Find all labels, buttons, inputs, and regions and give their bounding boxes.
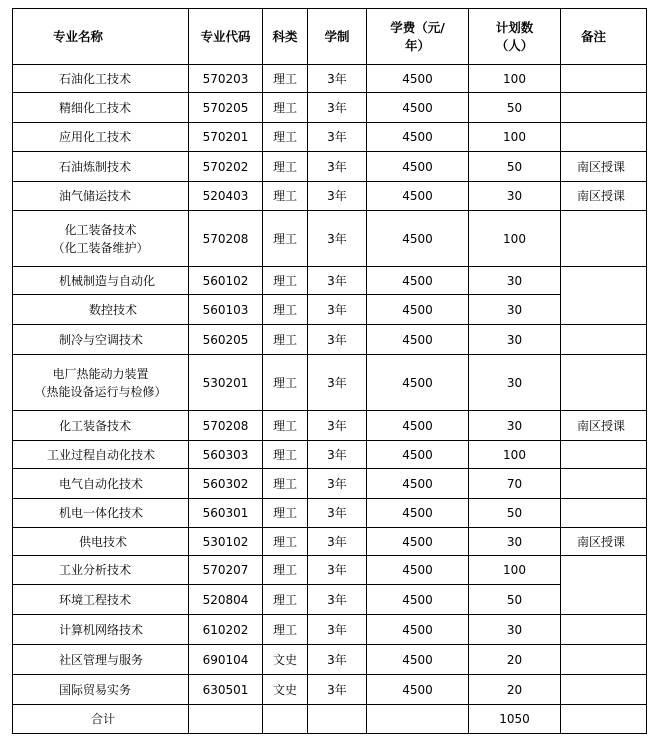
- major-name-line2: （热能设备运行与检修）: [34, 384, 167, 399]
- major-duration: 3年: [308, 211, 367, 267]
- header-major-code: 专业代码: [189, 9, 263, 65]
- major-category: 理工: [263, 615, 308, 645]
- major-category: 理工: [263, 65, 308, 93]
- total-tuition-empty: [367, 705, 469, 734]
- major-tuition: 4500: [367, 123, 469, 152]
- table-row: [13, 556, 647, 585]
- major-duration: 3年: [308, 65, 367, 93]
- major-remarks: [561, 499, 647, 528]
- header-tuition-line1: 学费（元/: [390, 19, 445, 35]
- major-name: 化工装备技术: [13, 411, 189, 441]
- major-tuition: 4500: [367, 211, 469, 267]
- major-code: 560301: [189, 499, 263, 528]
- major-code: 630501: [189, 675, 263, 705]
- major-duration: 3年: [308, 411, 367, 441]
- major-code: 570207: [189, 556, 263, 585]
- total-category-empty: [263, 705, 308, 734]
- header-plan-line1: 计划数: [495, 19, 534, 35]
- major-remarks: [561, 615, 647, 645]
- major-plan-count: 30: [469, 528, 561, 556]
- major-plan-count: 20: [469, 645, 561, 675]
- table-row: [13, 65, 647, 93]
- table-row: [13, 123, 647, 152]
- table-row: [13, 325, 647, 355]
- major-category: 理工: [263, 585, 308, 615]
- major-duration: 3年: [308, 528, 367, 556]
- major-plan-count: 100: [469, 123, 561, 152]
- major-duration: 3年: [308, 182, 367, 211]
- major-duration: 3年: [308, 469, 367, 499]
- header-tuition-line2: 年）: [404, 37, 430, 53]
- major-name: 应用化工技术: [13, 123, 189, 152]
- major-code: 520403: [189, 182, 263, 211]
- major-tuition: 4500: [367, 182, 469, 211]
- major-category: 理工: [263, 93, 308, 123]
- major-tuition: 4500: [367, 411, 469, 441]
- major-remarks: 南区授课: [561, 411, 647, 441]
- table-row: [13, 295, 647, 325]
- major-duration: 3年: [308, 93, 367, 123]
- major-plan-count: 30: [469, 267, 561, 295]
- major-category: 理工: [263, 211, 308, 267]
- major-remarks: [561, 93, 647, 123]
- table-row: [13, 528, 647, 556]
- major-remarks: [561, 211, 647, 267]
- major-code: 530102: [189, 528, 263, 556]
- major-code: 560302: [189, 469, 263, 499]
- total-label: 合计: [13, 705, 189, 734]
- major-name: [13, 211, 189, 267]
- major-name: [13, 355, 189, 411]
- major-tuition: 4500: [367, 355, 469, 411]
- major-tuition: 4500: [367, 325, 469, 355]
- major-plan-count: 50: [469, 93, 561, 123]
- table-row: [13, 585, 647, 615]
- major-code: 570208: [189, 411, 263, 441]
- major-tuition: 4500: [367, 585, 469, 615]
- major-name: 供电技术: [13, 528, 189, 556]
- major-name: 油气储运技术: [13, 182, 189, 211]
- major-category: 文史: [263, 645, 308, 675]
- major-name: 计算机网络技术: [13, 615, 189, 645]
- major-tuition: 4500: [367, 152, 469, 182]
- major-name: 机电一体化技术: [13, 499, 189, 528]
- major-category: 理工: [263, 295, 308, 325]
- major-name: 国际贸易实务: [13, 675, 189, 705]
- major-code: 520804: [189, 585, 263, 615]
- major-tuition: 4500: [367, 65, 469, 93]
- major-name-line1: 化工装备技术: [64, 222, 137, 237]
- major-tuition: 4500: [367, 528, 469, 556]
- total-remarks-empty: [561, 705, 647, 734]
- total-row: [13, 705, 647, 734]
- table-row: [13, 93, 647, 123]
- major-duration: 3年: [308, 556, 367, 585]
- major-plan-count: 30: [469, 182, 561, 211]
- major-duration: 3年: [308, 645, 367, 675]
- major-name: 机械制造与自动化: [13, 267, 189, 295]
- major-name-line2: （化工装备维护）: [52, 240, 149, 255]
- major-code: 570205: [189, 93, 263, 123]
- major-code: 570208: [189, 211, 263, 267]
- major-remarks: 南区授课: [561, 182, 647, 211]
- major-duration: 3年: [308, 675, 367, 705]
- table-row: [13, 411, 647, 441]
- header-category: 科类: [263, 9, 308, 65]
- table-row: [13, 499, 647, 528]
- major-duration: 3年: [308, 295, 367, 325]
- header-major-name: 专业名称: [13, 9, 189, 65]
- table-row: [13, 469, 647, 499]
- major-code: 570202: [189, 152, 263, 182]
- major-tuition: 4500: [367, 556, 469, 585]
- major-duration: 3年: [308, 355, 367, 411]
- major-remarks: [561, 556, 647, 615]
- major-tuition: 4500: [367, 675, 469, 705]
- major-plan-count: 30: [469, 411, 561, 441]
- major-category: 理工: [263, 528, 308, 556]
- major-category: 理工: [263, 267, 308, 295]
- table-row: [13, 267, 647, 295]
- major-category: 理工: [263, 152, 308, 182]
- major-tuition: 4500: [367, 645, 469, 675]
- major-remarks: [561, 267, 647, 325]
- major-category: 理工: [263, 411, 308, 441]
- major-category: 理工: [263, 499, 308, 528]
- major-duration: 3年: [308, 325, 367, 355]
- major-remarks: [561, 441, 647, 469]
- major-remarks: [561, 65, 647, 93]
- major-code: 560103: [189, 295, 263, 325]
- major-name: 电气自动化技术: [13, 469, 189, 499]
- major-remarks: [561, 469, 647, 499]
- major-duration: 3年: [308, 267, 367, 295]
- major-name: 工业分析技术: [13, 556, 189, 585]
- major-plan-count: 30: [469, 295, 561, 325]
- major-tuition: 4500: [367, 615, 469, 645]
- major-code: 610202: [189, 615, 263, 645]
- table-row: [13, 645, 647, 675]
- table-row: [13, 211, 647, 267]
- major-plan-count: 100: [469, 556, 561, 585]
- major-name: 环境工程技术: [13, 585, 189, 615]
- major-remarks: [561, 355, 647, 411]
- major-duration: 3年: [308, 441, 367, 469]
- major-category: 理工: [263, 469, 308, 499]
- major-plan-count: 50: [469, 152, 561, 182]
- total-duration-empty: [308, 705, 367, 734]
- major-category: 理工: [263, 556, 308, 585]
- major-plan-count: 30: [469, 355, 561, 411]
- major-category: 理工: [263, 182, 308, 211]
- major-duration: 3年: [308, 615, 367, 645]
- major-name: 精细化工技术: [13, 93, 189, 123]
- major-remarks: [561, 325, 647, 355]
- major-duration: 3年: [308, 123, 367, 152]
- major-code: 560205: [189, 325, 263, 355]
- major-remarks: [561, 123, 647, 152]
- major-tuition: 4500: [367, 469, 469, 499]
- major-remarks: [561, 645, 647, 675]
- header-duration: 学制: [308, 9, 367, 65]
- major-duration: 3年: [308, 499, 367, 528]
- major-category: 文史: [263, 675, 308, 705]
- major-category: 理工: [263, 355, 308, 411]
- major-tuition: 4500: [367, 267, 469, 295]
- major-category: 理工: [263, 325, 308, 355]
- major-code: 690104: [189, 645, 263, 675]
- major-category: 理工: [263, 441, 308, 469]
- major-name: 石油炼制技术: [13, 152, 189, 182]
- major-code: 570201: [189, 123, 263, 152]
- major-duration: 3年: [308, 585, 367, 615]
- major-duration: 3年: [308, 152, 367, 182]
- major-plan-count: 100: [469, 65, 561, 93]
- major-name: 数控技术: [13, 295, 189, 325]
- enrollment-plan-table: [12, 8, 647, 734]
- major-tuition: 4500: [367, 499, 469, 528]
- table-row: [13, 182, 647, 211]
- major-code: 560102: [189, 267, 263, 295]
- table-row: [13, 615, 647, 645]
- major-plan-count: 30: [469, 325, 561, 355]
- major-plan-count: 30: [469, 615, 561, 645]
- table-row: [13, 152, 647, 182]
- table-row: [13, 441, 647, 469]
- major-plan-count: 100: [469, 441, 561, 469]
- total-code-empty: [189, 705, 263, 734]
- header-tuition: [367, 9, 469, 65]
- header-remarks: 备注: [561, 9, 647, 65]
- major-plan-count: 20: [469, 675, 561, 705]
- major-code: 570203: [189, 65, 263, 93]
- major-tuition: 4500: [367, 441, 469, 469]
- header-plan-count: [469, 9, 561, 65]
- major-plan-count: 50: [469, 499, 561, 528]
- major-code: 530201: [189, 355, 263, 411]
- major-tuition: 4500: [367, 295, 469, 325]
- header-plan-line2: （人）: [495, 37, 534, 53]
- major-name: 石油化工技术: [13, 65, 189, 93]
- total-plan-count: 1050: [469, 705, 561, 734]
- table-row: [13, 355, 647, 411]
- major-remarks: 南区授课: [561, 152, 647, 182]
- major-name-line1: 电厂热能动力装置: [52, 366, 149, 381]
- major-name: 工业过程自动化技术: [13, 441, 189, 469]
- major-plan-count: 100: [469, 211, 561, 267]
- header-row: [13, 9, 647, 65]
- table-row: [13, 675, 647, 705]
- major-code: 560303: [189, 441, 263, 469]
- major-name: 制冷与空调技术: [13, 325, 189, 355]
- major-remarks: 南区授课: [561, 528, 647, 556]
- major-tuition: 4500: [367, 93, 469, 123]
- major-remarks: [561, 675, 647, 705]
- major-category: 理工: [263, 123, 308, 152]
- major-name: 社区管理与服务: [13, 645, 189, 675]
- major-plan-count: 70: [469, 469, 561, 499]
- major-plan-count: 50: [469, 585, 561, 615]
